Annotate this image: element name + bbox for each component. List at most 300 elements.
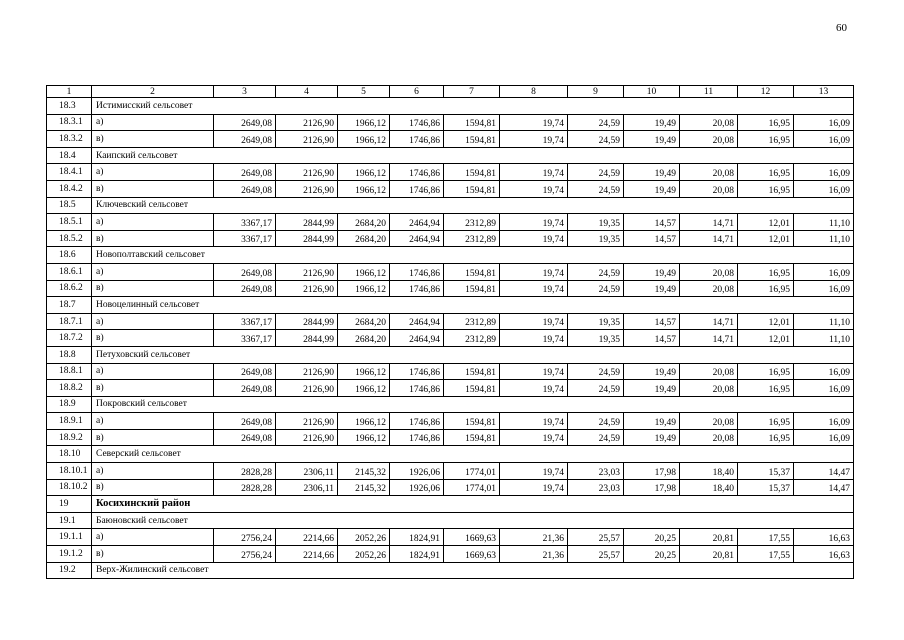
- table-cell: 16,09: [794, 164, 854, 181]
- table-cell: 2844,99: [276, 214, 338, 231]
- table-cell: 20,08: [680, 164, 738, 181]
- table-cell: 20,08: [680, 363, 738, 380]
- table-cell: 19,74: [500, 413, 568, 430]
- row-code: 19.1.2: [47, 546, 92, 563]
- table-row: [47, 413, 854, 430]
- row-code: 18.8.2: [47, 380, 92, 397]
- table-cell: 2306,11: [276, 463, 338, 480]
- table-cell: 3367,17: [214, 230, 276, 247]
- table-cell: 19,49: [624, 180, 680, 197]
- table-cell: 19,74: [500, 429, 568, 446]
- table-cell: 20,08: [680, 413, 738, 430]
- table-cell: 1774,01: [444, 479, 500, 496]
- table-row: [47, 429, 854, 446]
- table-row: [47, 330, 854, 347]
- row-label: а): [92, 313, 214, 330]
- table-cell: 19,74: [500, 479, 568, 496]
- column-header: 11: [680, 86, 738, 98]
- row-label: в): [92, 131, 214, 148]
- row-label: а): [92, 114, 214, 131]
- table-cell: 16,95: [738, 180, 794, 197]
- table-cell: 19,74: [500, 263, 568, 280]
- table-cell: 1594,81: [444, 429, 500, 446]
- row-code: 18.6.2: [47, 280, 92, 297]
- table-cell: 2052,26: [338, 529, 390, 546]
- table-cell: 1966,12: [338, 413, 390, 430]
- table-cell: 2126,90: [276, 114, 338, 131]
- group-row: [47, 98, 854, 115]
- table-cell: 17,98: [624, 463, 680, 480]
- table-cell: 2844,99: [276, 313, 338, 330]
- table-cell: 19,74: [500, 164, 568, 181]
- table-cell: 2684,20: [338, 313, 390, 330]
- table-cell: 19,35: [568, 313, 624, 330]
- table-cell: 3367,17: [214, 214, 276, 231]
- row-label: а): [92, 363, 214, 380]
- table-cell: 1594,81: [444, 131, 500, 148]
- table-cell: 20,25: [624, 546, 680, 563]
- table-cell: 16,63: [794, 546, 854, 563]
- row-label: в): [92, 546, 214, 563]
- table-cell: 16,09: [794, 413, 854, 430]
- table-cell: 14,71: [680, 313, 738, 330]
- table-cell: 19,74: [500, 463, 568, 480]
- table-row: [47, 131, 854, 148]
- row-label: в): [92, 180, 214, 197]
- table-cell: 17,98: [624, 479, 680, 496]
- table-cell: 19,74: [500, 363, 568, 380]
- table-cell: 19,49: [624, 429, 680, 446]
- table-cell: 21,36: [500, 546, 568, 563]
- table-cell: 23,03: [568, 479, 624, 496]
- table-cell: 2126,90: [276, 164, 338, 181]
- row-code: 18.9: [47, 396, 92, 413]
- table-cell: 1594,81: [444, 180, 500, 197]
- table-cell: 1774,01: [444, 463, 500, 480]
- table-cell: 17,55: [738, 546, 794, 563]
- table-cell: 16,09: [794, 180, 854, 197]
- table-cell: 16,95: [738, 363, 794, 380]
- column-header: 7: [444, 86, 500, 98]
- group-title: Покровский сельсовет: [92, 396, 854, 413]
- table-cell: 19,49: [624, 380, 680, 397]
- table-cell: 18,40: [680, 463, 738, 480]
- group-row: [47, 247, 854, 264]
- group-row: [47, 512, 854, 529]
- row-label: а): [92, 463, 214, 480]
- table-cell: 21,36: [500, 529, 568, 546]
- table-cell: 11,10: [794, 230, 854, 247]
- table-header-row: [47, 86, 854, 98]
- table-cell: 14,71: [680, 330, 738, 347]
- group-row: [47, 346, 854, 363]
- table-cell: 19,74: [500, 330, 568, 347]
- group-row: [47, 562, 854, 579]
- table-cell: 2214,66: [276, 546, 338, 563]
- table-cell: 2828,28: [214, 479, 276, 496]
- table-cell: 3367,17: [214, 330, 276, 347]
- table-cell: 14,57: [624, 214, 680, 231]
- group-row: [47, 297, 854, 314]
- table-cell: 19,74: [500, 114, 568, 131]
- table-cell: 17,55: [738, 529, 794, 546]
- district-row: [47, 496, 854, 513]
- table-cell: 16,09: [794, 280, 854, 297]
- table-cell: 2126,90: [276, 131, 338, 148]
- row-label: а): [92, 413, 214, 430]
- table-cell: 2649,08: [214, 413, 276, 430]
- table-cell: 2649,08: [214, 380, 276, 397]
- table-cell: 1594,81: [444, 413, 500, 430]
- table-cell: 2145,32: [338, 463, 390, 480]
- table-row: [47, 114, 854, 131]
- table-cell: 16,09: [794, 363, 854, 380]
- group-title: Северский сельсовет: [92, 446, 854, 463]
- table-cell: 16,95: [738, 280, 794, 297]
- table-cell: 16,95: [738, 164, 794, 181]
- table-cell: 2844,99: [276, 230, 338, 247]
- table-cell: 1746,86: [390, 164, 444, 181]
- table-cell: 12,01: [738, 214, 794, 231]
- district-title: Косихинский район: [92, 496, 854, 513]
- table-row: [47, 546, 854, 563]
- table-cell: 2145,32: [338, 479, 390, 496]
- table-cell: 20,81: [680, 529, 738, 546]
- row-code: 18.9.2: [47, 429, 92, 446]
- table-row: [47, 214, 854, 231]
- table-cell: 20,08: [680, 114, 738, 131]
- table-cell: 19,35: [568, 214, 624, 231]
- table-cell: 16,09: [794, 429, 854, 446]
- table-cell: 1746,86: [390, 114, 444, 131]
- group-row: [47, 147, 854, 164]
- table-cell: 14,47: [794, 463, 854, 480]
- table-cell: 1926,06: [390, 463, 444, 480]
- column-header: 9: [568, 86, 624, 98]
- table-cell: 12,01: [738, 330, 794, 347]
- row-code: 18.6.1: [47, 263, 92, 280]
- column-header: 8: [500, 86, 568, 98]
- table-cell: 1669,63: [444, 529, 500, 546]
- table-cell: 2756,24: [214, 546, 276, 563]
- table-cell: 19,49: [624, 114, 680, 131]
- table-cell: 2312,89: [444, 214, 500, 231]
- row-code: 19.2: [47, 562, 92, 579]
- table-cell: 16,95: [738, 131, 794, 148]
- table-cell: 19,49: [624, 363, 680, 380]
- table-cell: 2684,20: [338, 230, 390, 247]
- table-cell: 16,09: [794, 263, 854, 280]
- table-row: [47, 463, 854, 480]
- table-cell: 2464,94: [390, 313, 444, 330]
- table-cell: 2649,08: [214, 180, 276, 197]
- table-row: [47, 263, 854, 280]
- table-cell: 2306,11: [276, 479, 338, 496]
- table-cell: 20,08: [680, 180, 738, 197]
- table-cell: 20,08: [680, 380, 738, 397]
- table-cell: 20,81: [680, 546, 738, 563]
- table-cell: 1966,12: [338, 131, 390, 148]
- group-title: Ключевский сельсовет: [92, 197, 854, 214]
- table-cell: 2126,90: [276, 180, 338, 197]
- row-label: а): [92, 263, 214, 280]
- table-cell: 2312,89: [444, 313, 500, 330]
- row-code: 19: [47, 496, 92, 513]
- table-cell: 25,57: [568, 546, 624, 563]
- table-cell: 1746,86: [390, 131, 444, 148]
- group-title: Истимисский сельсовет: [92, 98, 854, 115]
- table-cell: 24,59: [568, 380, 624, 397]
- table-cell: 23,03: [568, 463, 624, 480]
- group-row: [47, 396, 854, 413]
- row-label: а): [92, 529, 214, 546]
- table-cell: 2126,90: [276, 429, 338, 446]
- table-cell: 24,59: [568, 413, 624, 430]
- table-cell: 1926,06: [390, 479, 444, 496]
- row-code: 18.4.2: [47, 180, 92, 197]
- table-cell: 25,57: [568, 529, 624, 546]
- row-code: 18.6: [47, 247, 92, 264]
- table-cell: 19,49: [624, 131, 680, 148]
- group-title: Новополтавский сельсовет: [92, 247, 854, 264]
- row-label: в): [92, 280, 214, 297]
- table-cell: 2312,89: [444, 230, 500, 247]
- table-cell: 2649,08: [214, 131, 276, 148]
- table-cell: 11,10: [794, 214, 854, 231]
- table-cell: 20,08: [680, 131, 738, 148]
- table-cell: 2649,08: [214, 429, 276, 446]
- column-header: 5: [338, 86, 390, 98]
- table-row: [47, 230, 854, 247]
- row-label: а): [92, 214, 214, 231]
- table-cell: 1746,86: [390, 180, 444, 197]
- table-cell: 19,74: [500, 214, 568, 231]
- table-cell: 19,74: [500, 313, 568, 330]
- table-cell: 19,74: [500, 180, 568, 197]
- row-code: 18.4: [47, 147, 92, 164]
- table-cell: 15,37: [738, 463, 794, 480]
- row-code: 18.5.1: [47, 214, 92, 231]
- table-cell: 2052,26: [338, 546, 390, 563]
- table-cell: 19,74: [500, 230, 568, 247]
- table-row: [47, 164, 854, 181]
- table-cell: 24,59: [568, 429, 624, 446]
- column-header: 12: [738, 86, 794, 98]
- table-cell: 16,95: [738, 114, 794, 131]
- column-header: 13: [794, 86, 854, 98]
- row-code: 18.8.1: [47, 363, 92, 380]
- group-title: Новоцелинный сельсовет: [92, 297, 854, 314]
- table-row: [47, 280, 854, 297]
- table-cell: 19,35: [568, 230, 624, 247]
- table-cell: 20,08: [680, 263, 738, 280]
- table-cell: 1746,86: [390, 280, 444, 297]
- table-cell: 2684,20: [338, 330, 390, 347]
- table-cell: 1966,12: [338, 280, 390, 297]
- row-code: 18.5: [47, 197, 92, 214]
- group-title: Каипский сельсовет: [92, 147, 854, 164]
- table-cell: 24,59: [568, 164, 624, 181]
- table-cell: 18,40: [680, 479, 738, 496]
- group-title: Петуховский сельсовет: [92, 346, 854, 363]
- table-cell: 14,57: [624, 230, 680, 247]
- table-cell: 2649,08: [214, 164, 276, 181]
- table-cell: 2649,08: [214, 114, 276, 131]
- column-header: 6: [390, 86, 444, 98]
- table-cell: 1594,81: [444, 164, 500, 181]
- row-code: 18.8: [47, 346, 92, 363]
- table-cell: 1669,63: [444, 546, 500, 563]
- table-cell: 16,09: [794, 114, 854, 131]
- row-label: в): [92, 330, 214, 347]
- table-cell: 2126,90: [276, 413, 338, 430]
- table-cell: 19,49: [624, 413, 680, 430]
- table-row: [47, 363, 854, 380]
- table-cell: 20,08: [680, 429, 738, 446]
- table-cell: 1966,12: [338, 380, 390, 397]
- table-cell: 2464,94: [390, 230, 444, 247]
- row-code: 18.9.1: [47, 413, 92, 430]
- table-cell: 2756,24: [214, 529, 276, 546]
- table-cell: 19,74: [500, 380, 568, 397]
- group-title: Верх-Жилинский сельсовет: [92, 562, 854, 579]
- table-cell: 1966,12: [338, 429, 390, 446]
- row-label: в): [92, 230, 214, 247]
- table-cell: 11,10: [794, 330, 854, 347]
- table-cell: 1746,86: [390, 413, 444, 430]
- table-cell: 14,47: [794, 479, 854, 496]
- row-label: в): [92, 380, 214, 397]
- table-cell: 1966,12: [338, 263, 390, 280]
- table-cell: 24,59: [568, 180, 624, 197]
- table-row: [47, 529, 854, 546]
- row-label: в): [92, 479, 214, 496]
- table-cell: 2464,94: [390, 214, 444, 231]
- column-header: 10: [624, 86, 680, 98]
- table-cell: 24,59: [568, 114, 624, 131]
- table-cell: 16,95: [738, 429, 794, 446]
- table-cell: 1966,12: [338, 180, 390, 197]
- row-code: 18.7.1: [47, 313, 92, 330]
- table-cell: 19,74: [500, 280, 568, 297]
- table-cell: 2649,08: [214, 263, 276, 280]
- row-code: 18.4.1: [47, 164, 92, 181]
- table-cell: 2649,08: [214, 363, 276, 380]
- table-cell: 24,59: [568, 131, 624, 148]
- table-cell: 2649,08: [214, 280, 276, 297]
- table-row: [47, 479, 854, 496]
- table-cell: 1824,91: [390, 529, 444, 546]
- table-cell: 19,49: [624, 164, 680, 181]
- table-cell: 19,49: [624, 263, 680, 280]
- table-cell: 16,63: [794, 529, 854, 546]
- table-row: [47, 180, 854, 197]
- table-cell: 24,59: [568, 280, 624, 297]
- table-cell: 2844,99: [276, 330, 338, 347]
- table-cell: 1746,86: [390, 429, 444, 446]
- table-cell: 11,10: [794, 313, 854, 330]
- table-cell: 20,08: [680, 280, 738, 297]
- table-cell: 14,57: [624, 330, 680, 347]
- table-cell: 19,74: [500, 131, 568, 148]
- row-code: 18.3.2: [47, 131, 92, 148]
- table-cell: 1594,81: [444, 380, 500, 397]
- table-cell: 1746,86: [390, 380, 444, 397]
- table-cell: 2214,66: [276, 529, 338, 546]
- table-cell: 24,59: [568, 363, 624, 380]
- row-code: 18.10.2: [47, 479, 92, 496]
- row-code: 18.7.2: [47, 330, 92, 347]
- table-cell: 2126,90: [276, 363, 338, 380]
- table-cell: 1746,86: [390, 363, 444, 380]
- column-header: 3: [214, 86, 276, 98]
- row-code: 18.3: [47, 98, 92, 115]
- table-row: [47, 313, 854, 330]
- row-label: а): [92, 164, 214, 181]
- table-cell: 1966,12: [338, 164, 390, 181]
- table-cell: 15,37: [738, 479, 794, 496]
- table-cell: 19,35: [568, 330, 624, 347]
- row-label: в): [92, 429, 214, 446]
- table-cell: 16,09: [794, 380, 854, 397]
- table-cell: 24,59: [568, 263, 624, 280]
- row-code: 19.1.1: [47, 529, 92, 546]
- table-cell: 2312,89: [444, 330, 500, 347]
- table-cell: 12,01: [738, 230, 794, 247]
- row-code: 18.5.2: [47, 230, 92, 247]
- group-row: [47, 446, 854, 463]
- table-cell: 3367,17: [214, 313, 276, 330]
- table-cell: 16,95: [738, 380, 794, 397]
- table-cell: 2684,20: [338, 214, 390, 231]
- table-cell: 16,09: [794, 131, 854, 148]
- table-cell: 1594,81: [444, 363, 500, 380]
- column-header: 2: [92, 86, 214, 98]
- table-cell: 1966,12: [338, 114, 390, 131]
- page-number: 60: [836, 22, 847, 34]
- table-cell: 2126,90: [276, 263, 338, 280]
- table-cell: 2126,90: [276, 380, 338, 397]
- table-cell: 14,71: [680, 230, 738, 247]
- table-cell: 14,57: [624, 313, 680, 330]
- table-cell: 12,01: [738, 313, 794, 330]
- table-cell: 16,95: [738, 263, 794, 280]
- table-cell: 1594,81: [444, 280, 500, 297]
- table-cell: 2464,94: [390, 330, 444, 347]
- table-cell: 20,25: [624, 529, 680, 546]
- group-title: Баюновский сельсовет: [92, 512, 854, 529]
- tariff-table: [46, 85, 854, 579]
- column-header: 1: [47, 86, 92, 98]
- row-code: 18.10.1: [47, 463, 92, 480]
- table-cell: 1746,86: [390, 263, 444, 280]
- table-cell: 1594,81: [444, 114, 500, 131]
- table-cell: 1966,12: [338, 363, 390, 380]
- table-cell: 14,71: [680, 214, 738, 231]
- table-cell: 16,95: [738, 413, 794, 430]
- table-cell: 19,49: [624, 280, 680, 297]
- table-cell: 1594,81: [444, 263, 500, 280]
- table-cell: 2126,90: [276, 280, 338, 297]
- table-cell: 2828,28: [214, 463, 276, 480]
- column-header: 4: [276, 86, 338, 98]
- group-row: [47, 197, 854, 214]
- table-cell: 1824,91: [390, 546, 444, 563]
- row-code: 18.3.1: [47, 114, 92, 131]
- row-code: 18.10: [47, 446, 92, 463]
- row-code: 19.1: [47, 512, 92, 529]
- row-code: 18.7: [47, 297, 92, 314]
